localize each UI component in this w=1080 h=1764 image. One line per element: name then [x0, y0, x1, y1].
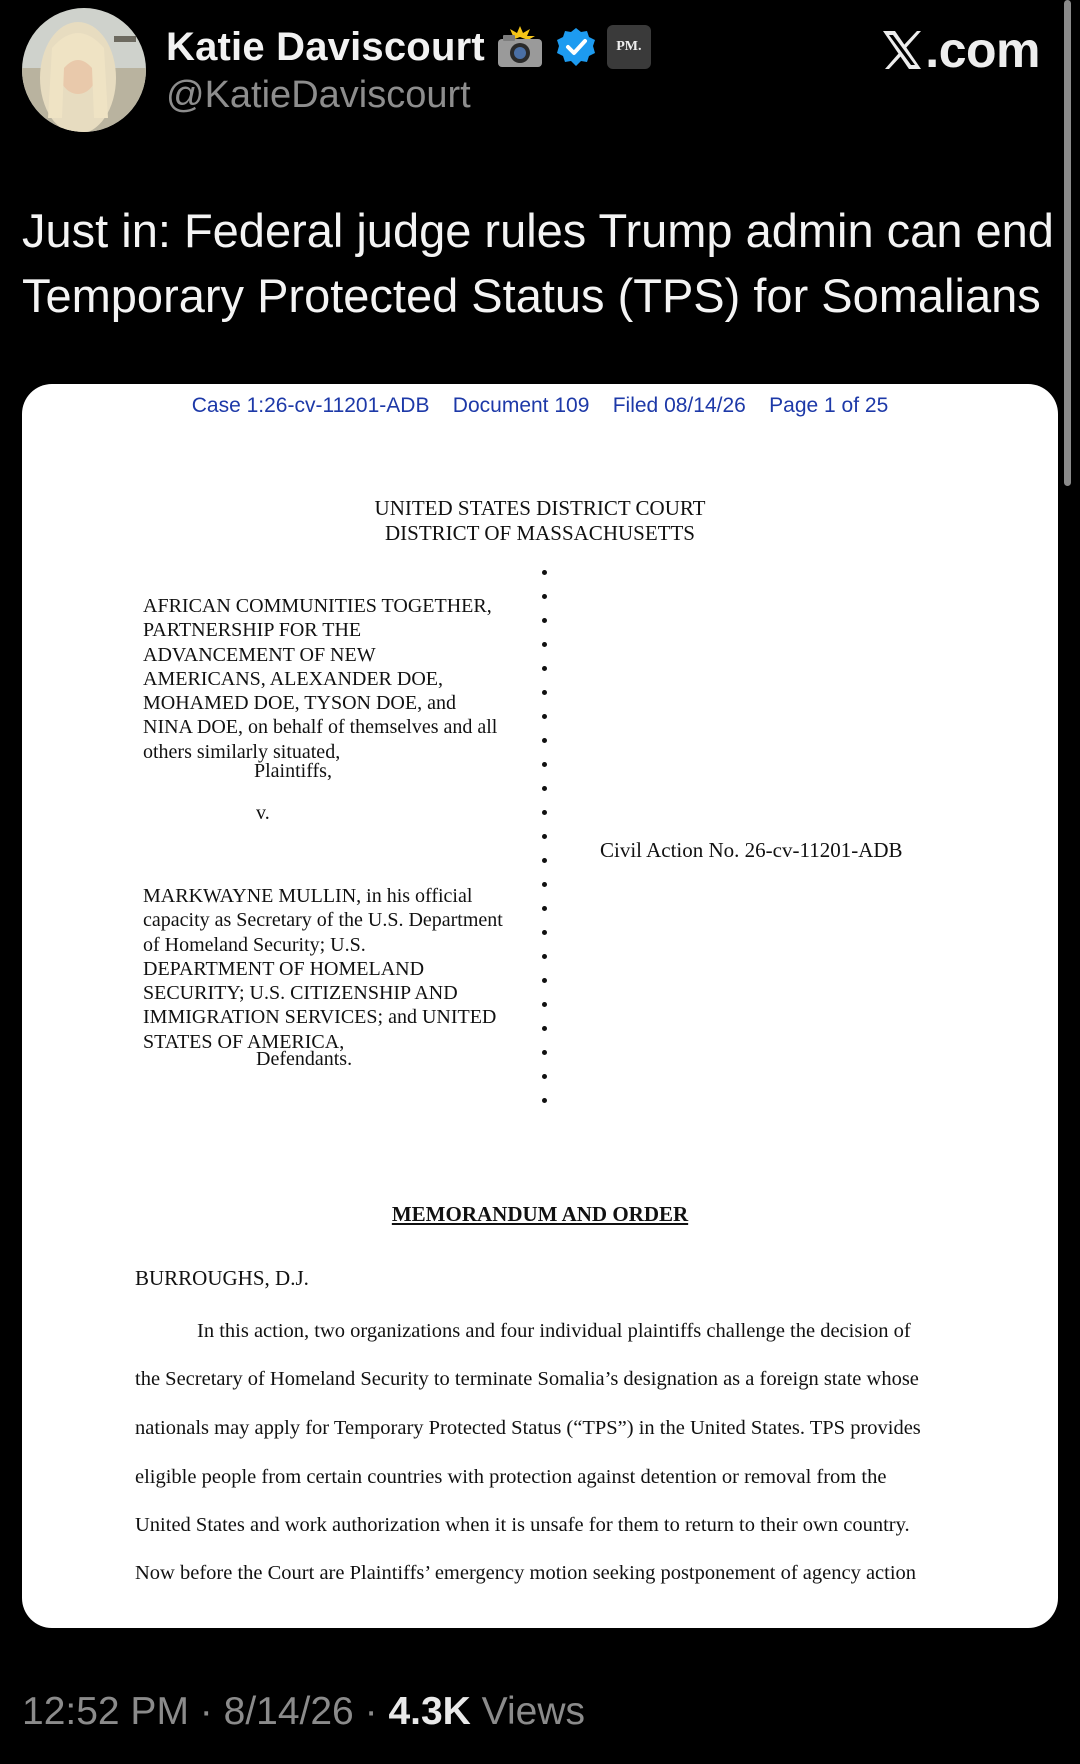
defendants-list — [143, 884, 523, 1054]
tweet-text-line: Just in: Federal judge rules Trump admin can end — [22, 204, 1054, 257]
memo-title: MEMORANDUM AND ORDER — [391, 1202, 689, 1226]
scrollbar[interactable] — [1064, 0, 1071, 486]
party-line: SECURITY; U.S. CITIZENSHIP AND — [143, 982, 458, 1005]
party-line: NINA DOE, on behalf of themselves and all — [143, 716, 498, 739]
party-line: MARKWAYNE MULLIN, in his official — [143, 885, 473, 907]
party-line: ADVANCEMENT OF NEW — [143, 643, 376, 666]
civil-action-number: Civil Action No. 26-cv-11201-ADB — [600, 838, 903, 862]
case-header: Case 1:26-cv-11201-ADB Document 109 Filed 08/14/26 Page 1 of 25 — [191, 394, 889, 417]
body-text-line: United States and work authorization when it is unsafe for them to return to their own country. — [135, 1514, 910, 1536]
display-name[interactable]: Katie Daviscourt — [166, 24, 485, 69]
site-domain: .com — [925, 22, 1040, 78]
court-line: UNITED STATES DISTRICT COURT — [374, 496, 706, 520]
post-date[interactable]: 8/14/26 — [223, 1690, 354, 1733]
separator: · — [199, 1690, 213, 1733]
party-line: STATES OF AMERICA, — [143, 1030, 345, 1053]
views-count: 4.3K — [388, 1690, 471, 1733]
party-line: MOHAMED DOE, TYSON DOE, and — [143, 692, 456, 715]
party-line: PARTNERSHIP FOR THE — [143, 619, 362, 642]
court-name — [22, 496, 1058, 546]
name-row — [166, 22, 651, 72]
tweet-header — [22, 8, 1062, 138]
site-watermark — [881, 22, 1040, 78]
party-line: DEPARTMENT OF HOMELAND — [143, 957, 425, 980]
affiliation-badge[interactable]: PM. — [607, 25, 651, 69]
tweet-text — [22, 198, 1062, 328]
tweet-meta — [22, 1690, 585, 1734]
views-label: Views — [481, 1690, 585, 1733]
camera-flash-icon — [495, 25, 545, 69]
body-text-line: eligible people from certain countries with protection against detention or removal from the — [135, 1466, 887, 1488]
avatar[interactable] — [22, 8, 146, 132]
post-time[interactable]: 12:52 PM — [22, 1690, 189, 1733]
defendants-label: Defendants. — [256, 1048, 353, 1070]
plaintiffs-list — [143, 594, 523, 764]
caption-divider — [542, 570, 550, 1110]
party-line: of Homeland Security; U.S. — [143, 933, 366, 956]
versus-label: v. — [256, 802, 270, 824]
separator: · — [364, 1690, 378, 1733]
body-text-line: nationals may apply for Temporary Protected Status (“TPS”) in the United States. TPS provides — [135, 1417, 921, 1439]
party-line: AMERICANS, ALEXANDER DOE, — [143, 667, 443, 690]
body-text-line: Now before the Court are Plaintiffs’ emergency motion seeking postponement of agency action — [135, 1562, 917, 1584]
party-line: capacity as Secretary of the U.S. Department — [143, 909, 503, 932]
tweet-text-line: Temporary Protected Status (TPS) for Somalians — [22, 269, 1041, 322]
user-handle[interactable]: @KatieDaviscourt — [166, 74, 471, 116]
attached-document-image[interactable] — [22, 384, 1058, 1628]
party-line: AFRICAN COMMUNITIES TOGETHER, — [143, 595, 492, 617]
party-line: IMMIGRATION SERVICES; and UNITED — [143, 1006, 497, 1029]
judge-name: BURROUGHS, D.J. — [135, 1266, 309, 1290]
x-logo-icon — [881, 29, 923, 71]
plaintiffs-label: Plaintiffs, — [254, 760, 332, 782]
party-line: others similarly situated, — [143, 740, 341, 763]
body-text-line: the Secretary of Homeland Security to terminate Somalia’s designation as a foreign state whose — [135, 1368, 919, 1390]
verified-badge-icon — [555, 26, 597, 68]
court-line: DISTRICT OF MASSACHUSETTS — [384, 521, 695, 545]
body-text-line: In this action, two organizations and four individual plaintiffs challenge the decision of — [197, 1320, 911, 1342]
